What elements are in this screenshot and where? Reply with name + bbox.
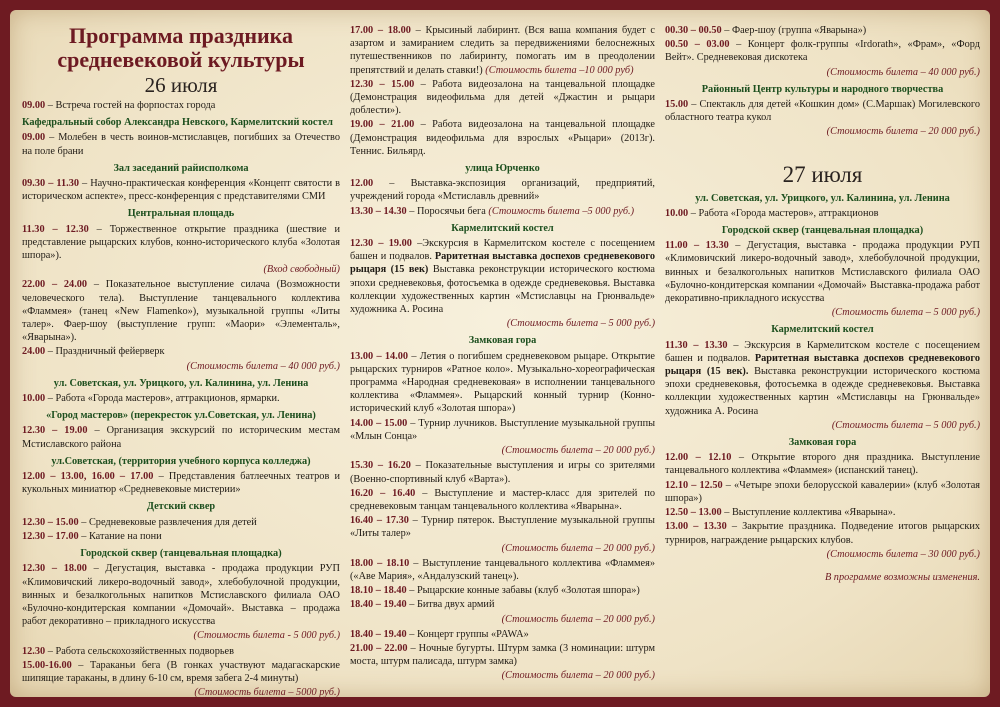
event-description: – Дегустация, выставка - продажа продукции РУП «Климовичский ликеро-водочный завод», хлебобулочной продукции, винных и безалкогольных напитков Мстиславского филиала ОАО «Булочно-кондитерская компании «Домочай». Выставка – продажа работ декоративно – прикладного искусства (22, 563, 340, 628)
event-time: 12.30 – 18.00 (22, 563, 87, 575)
ticket-price: (Стоимость билета - 5 000 руб.) (193, 630, 340, 642)
schedule-item (22, 223, 340, 263)
venue-heading: Центральная площадь (127, 208, 235, 220)
schedule-item (22, 99, 340, 112)
event-time: 18.40 – 19.40 (350, 628, 407, 640)
event-time: 10.00 (665, 207, 689, 219)
event-description: – Крысиный лабиринт. (Вся ваша компания будет с азартом и замиранием следить за передвижениями белоснежных путешественников по лабиринту, помогать им в преодолении препятствий и делать ставки!) (350, 25, 655, 76)
schedule-item (22, 530, 340, 543)
schedule-item (22, 470, 340, 496)
event-time: 13.00 – 13.30 (665, 521, 727, 533)
schedule-item (350, 177, 655, 203)
ticket-price: (Стоимость билета –10 000 руб) (482, 64, 634, 76)
event-description: – Торжественное открытие праздника (шествие и представление рыцарских клубов, конно-исторического клуба «Золотая шпора»). (22, 223, 340, 262)
column-3 (665, 24, 980, 584)
schedule-item (665, 520, 980, 546)
schedule-item (665, 38, 980, 64)
event-description: – Фаер-шоу (группа «Яварына») (721, 25, 867, 36)
event-time: 12.30 – 17.00 (22, 530, 79, 542)
event-time: 12.30 – 15.00 (350, 78, 415, 90)
event-time: 09.00 (22, 132, 46, 144)
venue-heading: Детский сквер (146, 501, 216, 513)
event-time: 10.00 (22, 393, 46, 405)
event-time: 16.20 – 16.40 (350, 487, 416, 499)
ticket-price: (Стоимость билета – 40 000 руб.) (186, 360, 340, 372)
schedule-item (350, 628, 655, 641)
day-1-schedule-cont (350, 24, 655, 683)
venue-heading: ул. Советская, ул. Урицкого, ул. Калинина, ул. Ленина (53, 377, 309, 389)
event-time: 15.30 – 16.20 (350, 460, 411, 472)
event-time: 15.00-16.00 (22, 659, 72, 671)
schedule-item (350, 557, 655, 583)
venue-heading: Кармелитский костел (451, 222, 554, 234)
day-1-heading: 26 июля (144, 73, 218, 97)
venue-heading: «Город мастеров» (перекресток ул.Советская, ул. Ленина) (46, 410, 316, 422)
ticket-price: (Стоимость билета – 40 000 руб.) (826, 66, 980, 78)
event-description: – Праздничный фейерверк (45, 346, 165, 358)
event-description: – Турнир лучников. Выступление музыкальной группы «Млын Сонца» (350, 417, 655, 442)
event-time: 22.00 – 24.00 (22, 279, 88, 291)
ticket-price: (Стоимость билета – 20 000 руб.) (501, 445, 655, 457)
event-time: 12.30 (22, 645, 46, 657)
event-time: 09.30 – 11.30 (22, 178, 79, 190)
event-time: 19.00 – 21.00 (350, 119, 415, 131)
schedule-item (350, 642, 655, 668)
event-description: – Концерт группы «PAWA» (406, 628, 529, 640)
event-description: – Средневековые развлечения для детей (78, 516, 257, 528)
schedule-item (22, 131, 340, 157)
ticket-price: (Стоимость билета – 5 000 руб.) (831, 419, 980, 431)
changes-note: В программе возможны изменения. (824, 571, 980, 583)
schedule-item (665, 207, 980, 220)
schedule-item (350, 118, 655, 158)
schedule-item (22, 278, 340, 344)
venue-heading: Зал заседаний райисполкома (113, 162, 249, 174)
event-time: 12.30 – 15.00 (22, 516, 79, 528)
event-time: 00.30 – 00.50 (665, 25, 722, 36)
program-sheet (10, 10, 990, 697)
venue-heading: улица Юрченко (465, 163, 540, 175)
schedule-item (350, 417, 655, 443)
event-time: 24.00 (22, 346, 46, 358)
event-description: – Научно-практическая конференция «Концепт святости в историческом аспекте», пресс-конференция с представителями СМИ (22, 178, 340, 203)
event-time: 11.30 – 13.30 (665, 339, 728, 351)
event-description: – Закрытие праздника. Подведение итогов рыцарских турниров, награждение рыцарских клубов. (665, 521, 980, 546)
event-description: – Открытие второго дня праздника. Выступление танцевального коллектива «Фламмея» (испанский танец). (665, 452, 980, 477)
schedule-item (350, 205, 655, 218)
ticket-price: (Стоимость билета – 5 000 руб.) (506, 318, 655, 330)
schedule-item (22, 345, 340, 358)
event-description: – Экскурсия в Кармелитском костеле с посещением башен и подвалов. (665, 339, 980, 364)
event-time: 09.00 (22, 100, 46, 111)
event-description: – Спектакль для детей «Кошкин дом» (С.Маршак) Могилевского областного театра кукол (665, 99, 980, 124)
event-description: – Концерт фолк-группы «Irdorath», «Фрам», «Форд Вейт». Средневековая дискотека (665, 39, 980, 64)
event-description: – «Четыре эпохи белорусской кавалерии» (клуб «Золотая шпора») (665, 479, 980, 504)
event-description: – Рыцарские конные забавы (клуб «Золотая шпора») (406, 585, 640, 597)
day-1-schedule-end (665, 24, 980, 139)
event-time: 12.50 – 13.00 (665, 507, 722, 519)
event-time: 00.50 – 03.00 (665, 39, 730, 51)
ticket-price: (Стоимость билета – 30 000 руб.) (826, 548, 980, 560)
venue-heading: Замковая гора (788, 437, 857, 449)
column-2 (350, 24, 655, 685)
schedule-item (350, 514, 655, 540)
schedule-item (665, 479, 980, 505)
event-description: – Работа «Города мастеров», аттракционов (688, 207, 879, 219)
schedule-item (22, 392, 340, 405)
event-time: 12.30 – 19.00 (350, 238, 412, 250)
venue-heading: ул. Советская, ул. Урицкого, ул. Калинина, ул. Ленина (695, 192, 950, 204)
schedule-item (350, 350, 655, 416)
schedule-item (350, 459, 655, 485)
event-highlight: Раритетная выставка доспехов средневекового рыцаря (15 век). (665, 352, 980, 378)
ticket-price: (Стоимость билета – 20 000 руб.) (501, 613, 655, 625)
event-time: 12.00 – 12.10 (665, 452, 732, 464)
event-description: – Встреча гостей на форпостах города (45, 100, 216, 111)
event-description: – Выступление и мастер-класс для зрителей по средневековым танцам танцевального коллектива «Яварына». (350, 487, 655, 512)
schedule-item (22, 645, 340, 658)
schedule-item (350, 24, 655, 77)
schedule-item (350, 237, 655, 316)
schedule-item (350, 584, 655, 597)
schedule-item (22, 562, 340, 628)
event-description: – Работа «Города мастеров», аттракционов, ярмарки. (45, 393, 280, 405)
venue-heading: Районный Центр культуры и народного творчества (701, 83, 944, 95)
event-description: – Дегустация, выставка - продажа продукции РУП «Климовичский ликеро-водочный завод», хлебобулочной продукции, винных и безалкогольных напитков Мстиславского филиала ОАО «Булочно-кондитерская компании «Домочай» Выставка-продажа работ декоративно-прикладного искусства (665, 240, 980, 305)
event-time: 11.00 – 13.30 (665, 240, 729, 252)
event-description: – Представления батлеечных театров и кукольных миниатюр «Средневековые мистерии» (22, 471, 340, 496)
day-2-schedule (665, 192, 980, 561)
ticket-price: (Стоимость билета – 5 000 руб.) (831, 307, 980, 319)
event-description: – Показательные выступления и игры со зрителями (Военно-спортивный клуб «Варта»). (350, 460, 655, 485)
column-1 (22, 24, 340, 701)
venue-heading: Городской сквер (танцевальная площадка) (721, 225, 924, 237)
event-description: – Молебен в честь воинов-мстиславцев, погибших за Отечество на поле брани (22, 132, 340, 157)
schedule-item (22, 516, 340, 529)
event-description: – Турнир пятерок. Выступление музыкальной группы «Литы талер» (350, 515, 655, 540)
venue-heading: Городской сквер (танцевальная площадка) (80, 548, 282, 560)
event-time: 13.00 – 14.00 (350, 350, 409, 362)
event-highlight: Раритетная выставка доспехов средневекового рыцаря (15 век) (350, 251, 655, 276)
schedule-item (665, 24, 980, 37)
event-description: – Выставка-экспозиция организаций, предприятий, учреждений города «Мстиславль древний» (350, 178, 655, 203)
event-time: 11.30 – 12.30 (22, 223, 89, 235)
ticket-price: (Стоимость билета – 5000 руб.) (194, 687, 340, 699)
event-description: – Работа видеозалона на танцевальной площадке (Демонстрация видеофильма для детей «Джастин и рыцари доблести»). (350, 78, 656, 117)
schedule-item (22, 424, 340, 450)
event-description: – Выступление танцевального коллектива «Фламмея» («Аве Мария», «Андалузский танец»). (350, 557, 655, 582)
ticket-price: (Стоимость билета –5 000 руб.) (485, 205, 634, 217)
event-description: – Показательное выступление силача (Возможности человеческого тела). Выступление танцевального коллектива «Фламмея» (танец «New Flamenko»), музыкальной группы «Литы талер». Фаер-шоу (выступление групп: «Маори» «Элементаль», «Яварына»). (22, 279, 340, 344)
day-1-schedule (22, 99, 340, 699)
schedule-item (665, 239, 980, 305)
event-time: 12.10 – 12.50 (665, 479, 723, 491)
schedule-item (350, 598, 655, 611)
day-2-heading: 27 июля (782, 161, 863, 187)
event-time: 18.40 – 19.40 (350, 599, 407, 611)
event-time: 18.00 – 18.10 (350, 557, 410, 569)
schedule-item (665, 98, 980, 124)
schedule-item (665, 451, 980, 477)
ticket-price: (Стоимость билета – 20 000 руб.) (501, 670, 655, 682)
event-description: – Ночные бугурты. Штурм замка (3 номинации: штурм моста, штурм палисада, штурм замка) (350, 642, 656, 668)
venue-heading: Кафедральный собор Александра Невского, Кармелитский костел (22, 117, 333, 129)
ticket-price: (Стоимость билета – 20 000 руб.) (826, 126, 980, 138)
event-time: 12.30 – 19.00 (22, 425, 88, 437)
event-time: 13.30 – 14.30 (350, 205, 407, 217)
event-time: 12.00 – 13.00, 16.00 – 17.00 (22, 471, 154, 483)
event-description-tail: Выставка реконструкции исторического костюма эпохи средневековья, фотосъемка в одежде средневековья. Выставка коллекции художественных картин «Мстиславцы на Грюнвальде» художника А. Росина (665, 366, 980, 417)
schedule-item (665, 506, 980, 519)
schedule-item (22, 177, 340, 203)
event-description: – Летия о погибшем средневековом рыцаре. Открытие рыцарских турниров «Ратное коло». Музыкально-хореографическая программа «Народная средневековая» в исполнении танцевального коллектива «Фламмея». Рыцарский конный турнир (Конно-исторический клуб «Золотая шпора») (350, 350, 655, 415)
event-time: 21.00 – 22.00 (350, 642, 408, 654)
event-description: – Организация экскурсий по историческим местам Мстиславского района (22, 425, 340, 450)
venue-heading: Кармелитский костел (771, 324, 874, 336)
event-description: – Работа сельскохозяйственных подворьев (45, 645, 234, 657)
schedule-item (22, 659, 340, 685)
ticket-price: (Стоимость билета – 20 000 руб.) (501, 542, 655, 554)
event-time: 15.00 (665, 99, 689, 111)
schedule-item (350, 487, 655, 513)
event-time: 16.40 – 17.30 (350, 515, 409, 527)
event-description: – Тараканьи бега (В гонках участвуют мадагаскарские шипящие тараканы, в длину 6-10 см, время забега 2-4 минуты) (22, 659, 340, 684)
venue-heading: ул.Советская, (территория учебного корпуса колледжа) (51, 455, 311, 467)
event-time: 18.10 – 18.40 (350, 585, 407, 597)
event-description: – Работа видеозалона на танцевальной площадке (Демонстрация видеофильма для взрослых «Рыцари» (2013г). Теннис. Бильярд. (350, 119, 656, 157)
event-description-tail: Выставка реконструкции исторического костюма эпохи средневековья, фотосъемка в одежде средневековья. Выставка коллекции художественных картин «Мстиславцы на Грюнвальде» художника А. Росина (350, 264, 656, 316)
event-time: 12.00 (350, 178, 374, 190)
event-description: – Выступление коллектива «Яварына». (721, 507, 896, 519)
event-description: – Битва двух армий (406, 599, 495, 611)
event-description: –Экскурсия в Кармелитском костеле с посещением башен и подвалов. (350, 238, 655, 263)
event-time: 14.00 – 15.00 (350, 417, 408, 429)
event-description: – Катание на пони (78, 530, 162, 542)
venue-heading: Замковая гора (468, 335, 537, 347)
schedule-item (350, 78, 655, 118)
ticket-price: (Вход свободный) (263, 264, 340, 276)
page-title: Программа праздника средневековой культуры (57, 23, 305, 72)
event-time: 17.00 – 18.00 (350, 25, 411, 36)
schedule-item (665, 339, 980, 418)
event-description: – Поросячьи бега (406, 205, 486, 217)
